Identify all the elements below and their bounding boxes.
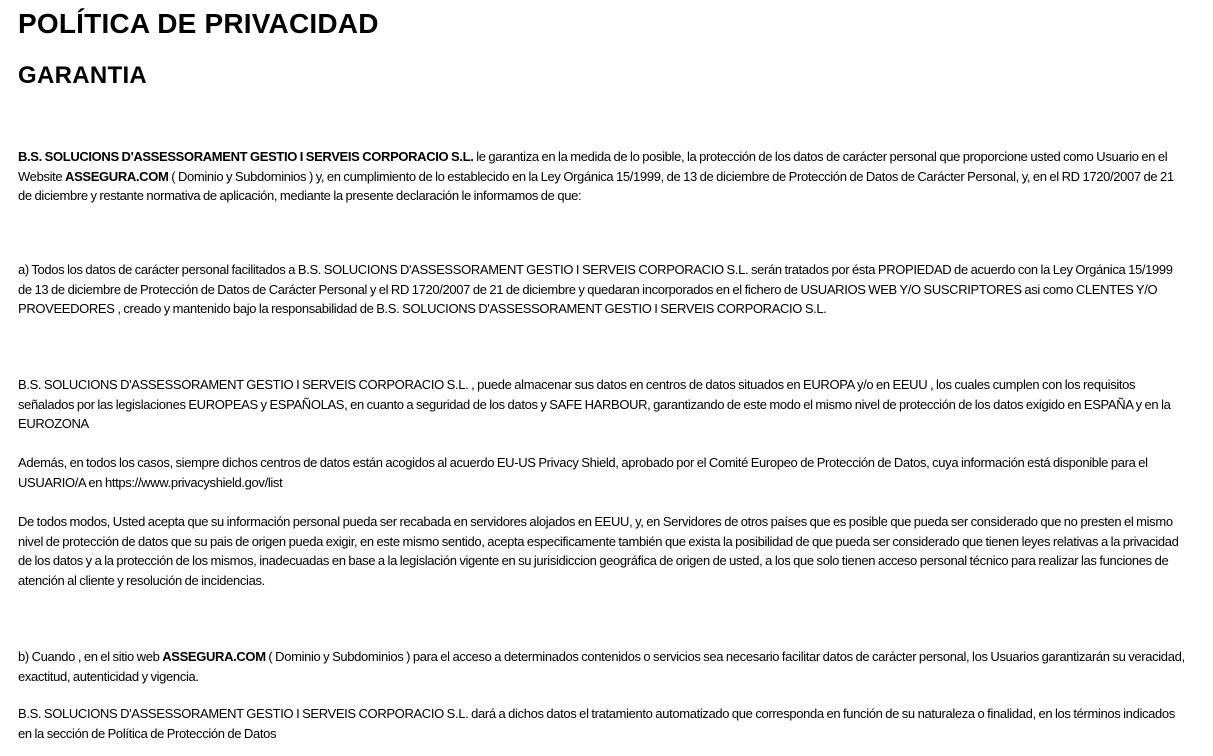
company-name: B.S. SOLUCIONS D'ASSESSORAMENT GESTIO I SERVEIS CORPORACIO S.L. <box>18 149 474 164</box>
consent-paragraph: De todos modos, Usted acepta que su información personal pueda ser recabada en servidores alojados en EEUU, y, en Servidores de otros países que es posible que pueda ser considerado que no presten el mismo nivel de protección de datos que su pais de origen pueda exigir, en este mismo sentido, acepta especificamente también que exista la posibilidad de que pueda ser considerado que tienen leyes relativas a la privacidad de los datos y a la protección de los mismos, inadecuadas en base a la legislación vigente en su jurisidiccion geográfica de origen de usted, a los que solo tienen acceso personal técnico para realizar las funciones de atención al cliente y resolución de incidencias. <box>18 514 1179 588</box>
section-b-text-1: b) Cuando , en el sitio web <box>18 649 163 664</box>
section-b-paragraph <box>18 647 1186 686</box>
privacy-shield-text: Además, en todos los casos, siempre dichos centros de datos están acogidos al acuerdo EU-US Privacy Shield, aprobado por el Comité Europeo de Protección de Datos, cuya información está disponible para el USUARIO/A en <box>18 455 1148 490</box>
privacy-shield-link[interactable]: https://www.privacyshield.gov/list <box>104 474 283 490</box>
intro-text-1: le garantiza en la medida de lo posible, la protección de los datos de carácter personal que proporcione usted como Usuario en el Website <box>18 149 1168 184</box>
section-heading-garantia: GARANTIA <box>18 62 148 89</box>
data-centers-paragraph: B.S. SOLUCIONS D'ASSESSORAMENT GESTIO I SERVEIS CORPORACIO S.L. , puede almacenar sus datos en centros de datos situados en EUROPA y/o en EEUU , los cuales cumplen con los requisitos señalados por las legislaciones EUROPEAS y ESPAÑOLAS, en cuanto a seguridad de los datos y SAFE HARBOUR, garantizando de este modo el mismo nivel de protección de los datos exigido en ESPAÑA y en la EUROZONA <box>18 377 1171 431</box>
intro-paragraph <box>18 147 1186 206</box>
website-name-b: ASSEGURA.COM <box>162 649 266 664</box>
section-b-text-2: ( Dominio y Subdominios ) para el acceso a determinados contenidos o servicios sea necesario facilitar datos de carácter personal, los Usuarios garantizarán su veracidad, exactitud, autenticidad y vigencia. <box>18 649 1185 684</box>
treatment-paragraph: B.S. SOLUCIONS D'ASSESSORAMENT GESTIO I SERVEIS CORPORACIO S.L. dará a dichos datos el tratamiento automatizado que corresponda en función de su naturaleza o finalidad, en los términos indicados en la sección de Política de Protección de Datos <box>18 706 1175 741</box>
website-name: ASSEGURA.COM <box>65 168 169 184</box>
section-a-paragraph: a) Todos los datos de carácter personal facilitados a B.S. SOLUCIONS D'ASSESSORAMENT GESTIO I SERVEIS CORPORACIO S.L. serán tratados por ésta PROPIEDAD de acuerdo con la Ley Orgánica 15/1999 de 13 de diciembre de Protección de Datos de Carácter Personal y el RD 1720/2007 de 21 de diciembre y quedaran incorporados en el fichero de USUARIOS WEB Y/O SUSCRIPTORES asi como CLENTES Y/O PROVEEDORES , creado y mantenido bajo la responsabilidad de B.S. SOLUCIONS D'ASSESSORAMENT GESTIO I SERVEIS CORPORACIO S.L. <box>18 262 1173 316</box>
privacy-shield-paragraph <box>18 453 1186 492</box>
page-title: POLÍTICA DE PRIVACIDAD <box>18 8 379 39</box>
intro-text-2: ( Dominio y Subdominios ) y, en cumplimiento de lo establecido en la Ley Orgánica 15/1999, de 13 de diciembre de Protección de Datos de Carácter Personal, y, en el RD 1720/2007 de 21 de diciembre y restante normativa de aplicación, mediante la presente declaración le informamos de que: <box>18 168 1174 203</box>
